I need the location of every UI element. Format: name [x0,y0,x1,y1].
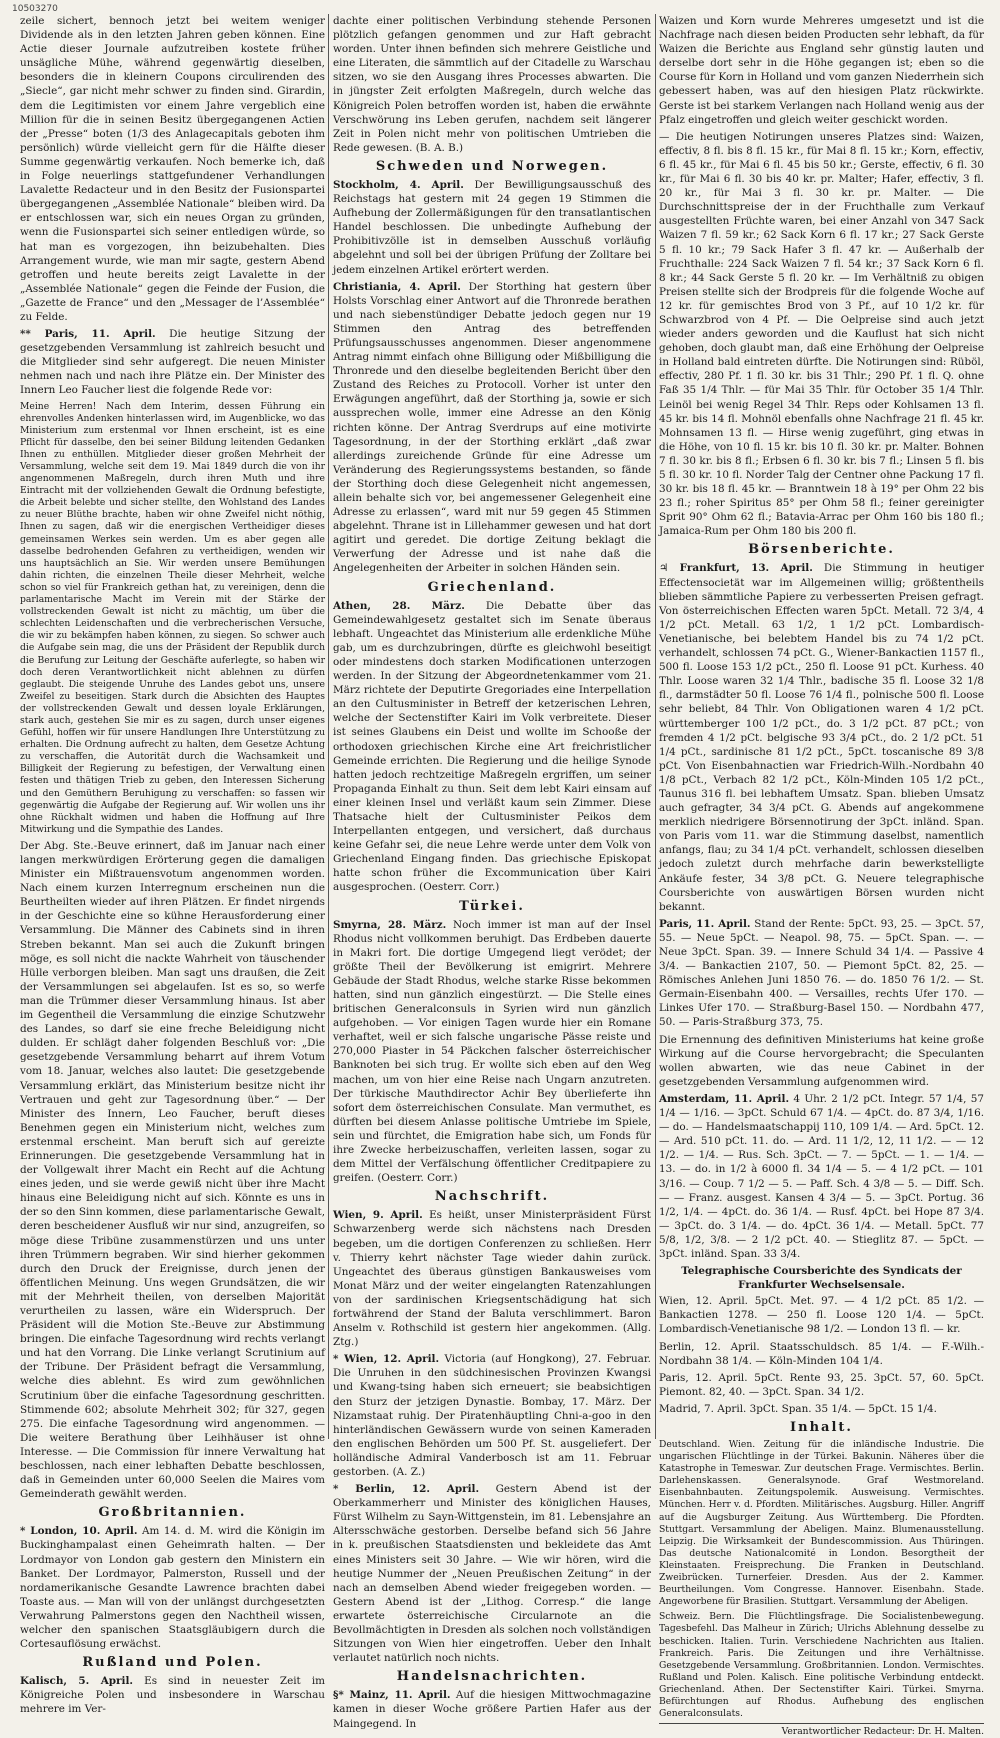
section-heading: Börsenberichte. [748,542,895,558]
paragraph: Smyrna, 28. März. Noch immer ist man auf der Insel Rhodus nicht vollkommen beruhigt. Das Erdbeben dauerte in Makri fort. Die dortige Umgegend liegt verödet; der größte Theil der Bevölkerung ist emigrirt. Mehrere Gebäude der Stadt Rhodus, welche starke Risse bekommen hatten, sind nun gänzlich eingestürzt. — Die Stelle eines britischen Generalconsuls in Syrien wird nun gänzlich aufgehoben. — Vor einigen Tagen wurde hier ein Romane verhaftet, weil er sich falsche ungarische Pässe reiste und 270,000 Piaster in 54 Päckchen falscher österreichischer Banknoten bei sich trug. Er wollte sich eben auf den Weg machen, um von hier eine Reise nach Ungarn anzutreten. Der türkische Mauthdirector Achir Bey überlieferte ihn sofort dem österreichischen Consulate. Man vermuthet, es dürften bei diesem Anlasse politische Umtriebe im Spiele, sein und fürchtet, die Emigration habe sich, um Fonds für ihre Zwecke herbeizuschaffen, verleiten lassen, sogar zu dem Mittel der Verfälschung öffentlicher Creditpapiere zu greifen. (Oesterr. Corr.) [333,918,651,1185]
section-heading: Handelsnachrichten. [396,1669,588,1685]
dateline: Amsterdam, 11. April. [659,1092,790,1105]
paragraph: * London, 10. April. Am 14. d. M. wird die Königin im Buckinghampalast einen Geheimrath halten. — Der Lordmayor von London gab gestern den Ministern ein Banket. Der Lordmayor, Palmerston, Russell und der nordamerikanische Gesandte Lawrence brachten dabei Toaste aus. — Man will von der unlängst durchgesetzten Verwahrung Palmerstons gegen den Nachtheil wissen, welcher den spanischen Staatsgläubigern durch die Cortesauflösung erwächst. [20,1525,325,1651]
paragraph: Berlin, 12. April. Staatsschuldsch. 85 1/4. — F.-Wilh.-Nordbahn 38 1/4. — Köln-Minden 104 1/4. [659,1340,984,1367]
section-heading: Türkei. [459,898,525,914]
dateline: Smyrna, 28. März. [333,918,447,931]
paragraph: — Die heutigen Notirungen unseres Platzes sind: Waizen, effectiv, 8 fl. bis 8 fl. 15 kr., für Mai 8 fl. 15 kr.; Korn, effectiv, 6 fl. 45 kr., für Mai 6 fl. 45 bis 50 kr.; Gerste, effectiv, 6 fl. 30 kr., für Mai 6 fl. 30 bis 40 kr. pr. Malter; Hafer, effectiv, 3 fl. 20 kr., für Mai 3 fl. 30 kr. pr. Malter. — Die Durchschnittspreise der in der Fruchthalle zum Verkauf ausgestellten Früchte waren, bei einer Anzahl von 347 Sack Waizen 7 fl. 59 kr.; 62 Sack Korn 6 fl. 17 kr.; 27 Sack Gerste 5 fl. 10 kr.; 79 Sack Hafer 3 fl. 47 kr. — Außerhalb der Fruchthalle: 224 Sack Waizen 7 fl. 54 kr.; 37 Sack Korn 6 fl. 8 kr.; 44 Sack Gerste 5 fl. 20 kr. — Im Verhältniß zu obigen Preisen stellte sich der Brodpreis für die folgende Woche auf 12 kr. für gemischtes Brod von 3 Pf., auf 10 1/2 kr. für Schwarzbrod von 4 Pf. — Die Oelpreise sind auch jetzt wieder anders geworden und die Kauflust hat sich nicht gehoben, doch glaubt man, daß eine Erhöhung der Oelpreise in Holland bald eintreten dürfte. Die Notirungen sind: Rüböl, effectiv, 280 Pf. 1 fl. 30 kr. bis 31 Thlr.; 290 Pf. 1 fl. Q. ohne Faß 35 1/4 Thlr. — für Mai 35 Thlr. für October 35 1/4 Thlr. Leinöl bei wenig Regel 34 Thlr. Reps oder Kohlsamen 13 fl. 45 kr. bis 14 fl. Mohnöl ebenfalls ohne Nachfrage 21 fl. 45 kr. Mohnsamen 13 fl. — Hirse wenig zugeführt, ging etwas in die Höhe, von 10 fl. 15 kr. bis 10 fl. 30 kr. pr. Malter. Bohnen 7 fl. 30 kr. bis 8 fl.; Erbsen 6 fl. 30 kr. bis 7 fl.; Linsen 5 fl. bis 5 fl. 30 kr. 10 fl. Norder Talg der Centner ohne Packung 17 fl. 30 kr. bis 18 fl. 45 kr. — Branntwein 18 à 19° per Ohm 22 bis 23 fl.; roher Spiritus 85° per Ohm 58 fl.; feiner gereinigter Sprit 90° Ohm 62 fl.; Batavia-Arrac per Ohm 160 bis 180 fl.; Jamaica-Rum per Ohm 180 bis 200 fl. [659,130,984,538]
section-heading: Rußland und Polen. [82,1655,263,1671]
paragraph: Waizen und Korn wurde Mehreres umgesetzt und ist die Nachfrage nach diesen beiden Producten sehr lebhaft, da für Waizen die Berichte aus England sehr günstig lauten und derselbe dort sehr in die Höhe gegangen ist; eben so die Course für Korn in Holland und vom ganzen Niederrhein sich gebessert haben, was auf den hiesigen Platz rückwirkte. Gerste ist bei starkem Verlangen nach Holland wenig aus der Pfalz eingetroffen und gleich weiter geschickt worden. [659,15,984,126]
paragraph: * Wien, 12. April. Victoria (auf Hongkong), 27. Februar. Die Unruhen in den südchinesischen Provinzen Kwangsi und Kwang-tsing haben sich erneuert; sie beabsichtigen den Sturz der jetzigen Dynastie. Bombay, 17. März. Der Nizamstaat ruhig. Der Piratenhäuptling Chni-a-goo in den hinterländischen Gewässern wurde von seinen Kameraden den englischen Behörden um 500 Pf. St. ausgeliefert. Der holländische Admiral Vanderbosch ist am 11. Februar gestorben. (A. Z.) [333,1353,651,1478]
paragraph: * Berlin, 12. April. Gestern Abend ist der Oberkammerherr und Minister des königlichen Hauses, Fürst Wilhelm zu Sayn-Wittgenstein, im 81. Lebensjahre an Altersschwäche gestorben. Derselbe befand sich 56 Jahre in k. preußischen Staatsdiensten und bekleidete das Amt eines Ministers seit 30 Jahre. — Wie wir hören, wird die heutige Nummer der „Neuen Preußischen Zeitung“ in der nach an demselben Abend wieder freigegeben worden. — Gestern Abend ist der „Lithog. Corresp.“ die lange erwartete österreichische Circularnote an die Bevollmächtigten in Dresden als solchen noch vollständigen Sitzungen von Wien hier eingetroffen. Ueber den Inhalt verlautet natürlich noch nichts. [333,1483,651,1665]
subsection-heading: Telegraphische Coursberichte des Syndicats der Frankfurter Wechselsensale. [681,1265,962,1292]
section-heading: Großbritannien. [98,1505,247,1521]
dateline: §* Mainz, 11. April. [333,1689,451,1702]
paragraph: §* Mainz, 11. April. Auf die hiesigen Mittwochmagazine kamen in dieser Woche größere Partien Hafer aus der Maingegend. In [333,1689,651,1730]
dateline: ♃ Frankfurt, 13. April. [659,562,813,575]
dateline: Paris, 11. April. [659,917,751,930]
dateline: Christiania, 4. April. [333,280,461,293]
dateline: Stockholm, 4. April. [333,178,464,191]
column-divider [328,14,329,1439]
section-heading: Nachschrift. [434,1189,550,1205]
paragraph: Paris, 12. April. 5pCt. Rente 93, 25. 3pCt. 57, 60. 5pCt. Piemont. 82, 40. — 3pCt. Span. 34 1/2. [659,1371,984,1398]
contents-text: Schweiz. Bern. Die Flüchtlingsfrage. Die Socialistenbewegung. Tagesbefehl. Das Malheur in Zürich; Ulrichs Ablehnung desselbe zu beschicken. Italien. Turin. Verschiedene Nachrichten aus Italien. Frankreich. Paris. Die Zeitungen und ihre Verhältnisse. Gesetzgebende Versammlung. Großbritannien. London. Vermischtes. Rußland und Polen. Kalisch. Eine politische Verbindung entdeckt. Griechenland. Athen. Der Sectenstifter Kairi. Türkei. Smyrna. Befürchtungen auf Rhodus. Aufhebung des englischen Generalconsulats. [659,1611,984,1720]
dateline: * Wien, 12. April. [333,1353,440,1366]
section-heading: Inhalt. [790,1420,853,1435]
paragraph: Wien, 9. April. Es heißt, unser Ministerpräsident Fürst Schwarzenberg werde sich nächstens nach Dresden begeben, um die dortigen Conferenzen zu schließen. Herr v. Thierry kehrt nächster Tage wieder dahin zurück. Ungeachtet des überaus günstigen Bankausweises vom Monat März und der weiter eingelangten Ratenzahlungen von der sardinischen Kriegsentschädigung hat sich fortwährend der Stand der Baluta verschlimmert. Baron Anselm v. Rothschild ist gestern hier angekommen. (Allg. Ztg.) [333,1209,651,1349]
column-3 [659,14,985,1738]
column-divider [655,14,656,1439]
paragraph: Paris, 11. April. Stand der Rente: 5pCt. 93, 25. — 3pCt. 57, 55. — Neue 5pCt. — Neapol. 98, 75. — 5pCt. Span. —. — Neue 3pCt. Span. 39. — Innere Schuld 34 1/4. — Passive 4 3/4. — Bankactien 2107, 50. — Piemont 5pCt. 82, 25. — Römisches Anlehen Juni 1850 76. — do. 1850 76 1/2. — St. Germain-Eisenbahn 400. — Versailles, rechts Ufer 170. — Linkes Ufer 170. — Straßburg-Basel 150. — Nordbahn 477, 50. — Paris-Straßburg 373, 75. [659,917,985,1029]
column-1 [20,14,326,1716]
paragraph: Die Ernennung des definitiven Ministeriums hat keine große Wirkung auf die Course hervorgebracht; die Speculanten wollen abwarten, wie das neue Cabinet in der gesetzgebenden Versammlung aufgenommen wird. [659,1033,984,1088]
contents-text: Deutschland. Wien. Zeitung für die inländische Industrie. Die ungarischen Flüchtlinge in der Türkei. Bakunin. Näheres über die Katastrophe in Temeswar. Zur deutschen Frage. Vermischtes. Berlin. Darlehenskassen. Generalsynode. Graf Westmoreland. Eisenbahnbauten. Zeitungspolemik. Ausweisung. Vermischtes. München. Herr v. d. Pfordten. Militärisches. Augsburg. Hiller. Angriff auf die Augsburger Zeitung. Aus Württemberg. Die Pfordten. Stuttgart. Versammlung der Abeligen. Mainz. Blumenausstellung. Leipzig. Die Wirksamkeit der Bundescommission. Aus Thüringen. Das deutsche Nationalcomité in London. Besorgtheit der Kleinstaaten. Freisprechung. Die Franken in Deutschland. Zweibrücken. Turnerfeier. Dresden. Aus der 2. Kammer. Beurtheilungen. Vom Congresse. Hannover. Eisenbahn. Stade. Angeworbene für Brasilien. Stuttgart. Versammlung der Abeligen. [659,1439,984,1608]
paragraph: Christiania, 4. April. Der Storthing hat gestern über Holsts Vorschlag einer Antwort auf die Thronrede berathen und nach siebenstündiger Debatte jedoch gegen nur 19 Stimmen den Antrag des betreffenden Prüfungsausschusses angenommen. Dieser angenommene Antrag nimmt einfach ohne Billigung oder Mißbilligung die Thronrede und den dieselbe begleitenden Bericht über den Zustand des Reiches zu Protocoll. Vorher ist unter den Erwägungen angeführt, daß der Storthing ja, sowie er sich aussprechen wolle, immer eine Adresse an den König richten könne. Der Antrag Sverdrups auf eine motivirte Tagesordnung, in der der Storthing erklärt „daß zwar allerdings zureichende Gründe für eine Adresse um Veränderung des Regierungssystems bestanden, so fände der Storthing doch diese Gelegenheit nicht angemessen, allein behalte sich vor, bei angemessener Gelegenheit eine Adresse zu erlassen“, ward mit nur 59 gegen 45 Stimmen abgelehnt. Thrane ist in Lillehammer gewesen und hat dort agitirt und geredet. Die dortige Zeitung beklagt die Verwerfung der Adresse und ist nahe daß die Angelegenheiten der Arbeiter in solchen Händen sein. [333,280,651,575]
editor-line: Verantwortlicher Redacteur: Dr. H. Malten. [659,1723,984,1738]
dateline: Wien, 9. April. [333,1209,423,1222]
paragraph: ** Paris, 11. April. Die heutige Sitzung der gesetzgebenden Versammlung ist zahlreich besucht und die Mitglieder sind sehr aufgeregt. Die neuen Minister nehmen nach und nach ihre Plätze ein. Der Minister des Innern Leo Faucher liest die folgende Rede vor: [20,328,325,397]
dateline: Kalisch, 5. April. [20,1675,134,1688]
paragraph: Athen, 28. März. Die Debatte über das Gemeindewahlgesetz gestaltet sich im Senate überaus lebhaft. Ungeachtet das Ministerium alle erdenkliche Mühe gab, um es durchzubringen, dürfte es gleichwohl beseitigt oder mindestens doch starken Modificationen unterzogen werden. In der Sitzung der Abgeordnetenkammer vom 21. März richtete der Deputirte Gregoriades eine Interpellation an den Cultusminister in Betreff der ketzerischen Lehren, welche der Sectenstifter Kairi im Volk verbreitete. Dieser ist seines Glaubens ein Deist und wollte im Schooße der orthodoxen griechischen Kirche eine Art freichristlicher Gemeinde errichten. Die Regierung und die heilige Synode hatten jedoch rechtzeitige Maßregeln ergriffen, um seiner Propaganda Einhalt zu thun. Seit dem lebt Kairi einsam auf einer kleinen Insel und verläßt kaum sein Zimmer. Diese Thatsache hielt der Cultusminister Peikos dem Interpellanten entgegen, und versichert, daß durchaus keine Gefahr sei, die neue Lehre werde unter dem Volk von Griechenland Eingang finden. Das griechische Episkopat hatte schon früher die Excommunication über Kairi ausgesprochen. (Oesterr. Corr.) [333,599,651,894]
dateline: * Berlin, 12. April. [333,1483,480,1496]
paragraph: dachte einer politischen Verbindung stehende Personen plötzlich gefangen genommen und zur Haft gebracht worden. Unter ihnen befinden sich mehrere Geistliche und eine Literaten, die sämmtlich auf der Citadelle zu Warschau sitzen, wo sie den Ausgang ihres Processes abwarten. Die in jüngster Zeit erfolgten Maßregeln, durch welche das Königreich Polen betroffen worden ist, haben die erwähnte Verschwörung ins Leben gerufen, nachdem seit längerer Zeit in Polen nicht mehr von politischen Umtrieben die Rede gewesen. (B. A. B.) [333,15,651,154]
dateline: ** Paris, 11. April. [20,328,156,341]
page-id: 10503270 [12,4,58,14]
column-2 [333,14,651,1730]
paragraph: Kalisch, 5. April. Es sind in neuester Zeit im Königreiche Polen und insbesondere in Warschau mehrere im Ver- [20,1675,326,1716]
speech-text: Meine Herren! Nach dem Interim, dessen Führung ein ehrenvolles Andenken hinterlassen wird, im Augenblicke, wo das Ministerium zum erstenmal vor Ihnen erscheint, ist es eine Pflicht für dasselbe, den bei seiner Bildung leitenden Gedanken Ihnen zu enthüllen. Mitglieder dieser großen Mehrheit der Versammlung, welche seit dem 19. Mai 1849 durch die von ihr angenommenen Maßregeln, durch ihren Muth und ihre Eintracht mit der vollziehenden Gewalt die Ordnung befestigte, die Arbeit belebte und sicher stellte, den Wohlstand des Landes zu neuer Blüthe brachte, haben wir ohne Zweifel nicht nöthig, Ihnen zu sagen, daß wir die energischen Vertheidiger dieses gemeinsamen Werkes sein werden. Um es aber gegen alle dasselbe bedrohenden Gefahren zu vertheidigen, wenden wir uns hauptsächlich an Sie. Wir werden unsere Bemühungen dahin richten, die einzelnen Theile dieser Mehrheit, welche schon so viel für Frankreich gethan hat, zu vereinigen, denn die parlamentarische Macht im Verein mit der Stärke der vollstreckenden Gewalt ist nicht zu mächtig, um über die schlechten Leidenschaften und die verbrecherischen Versuche, die wir zu bekämpfen haben können, zu siegen. So schwer auch die Aufgabe sein mag, die uns der Präsident der Republik durch die Berufung zur Leitung der Geschäfte auferlegte, so haben wir doch deren Verantwortlichkeit nicht ablehnen zu dürfen geglaubt. Die steigende Unruhe des Landes gebot uns, unsere Zweifel zu beseitigen. Stark durch die Absichten des Hauptes der vollstreckenden Gewalt und dessen loyale Erklärungen, stark auch, gestehen Sie mir es zu sagen, durch unser eigenes Gefühl, hoffen wir für unsere Handlungen Ihre Unterstützung zu erhalten. Die Ordnung aufrecht zu halten, dem Gesetze Achtung zu verschaffen, die Autorität durch die Wachsamkeit und Billigkeit der Regierung zu befestigen, der Verwaltung einen festen und thätigen Trieb zu geben, den Interessen Sicherung und den Gemüthern Beruhigung zu verschaffen: so fassen wir gegenwärtig die Aufgabe der Regierung auf. Wir wollen uns ihr ohne Rückhalt widmen und haben die Hoffnung auf Ihre Mitwirkung und die Sympathie des Landes. [20,400,325,835]
section-heading: Schweden und Norwegen. [375,158,609,174]
paragraph: zeile sichert, bennoch jetzt bei weitem weniger Dividende als in den letzten Jahren geben können. Eine Actie dieser Journale aufzutreiben kostete früher unsägliche Mühe, während gegenwärtig dieselben, besonders die in kleinern Coupons circulirenden des „Siecle“, gar nicht mehr schwer zu finden sind. Girardin, dem die Legitimisten vor einem Jahre vergeblich eine Million für die in seinen Besitz übergegangenen Actien der „Presse“ boten (1/3 des Anlagecapitals geboten ihm persönlich) würde vielleicht gern für die Hälfte dieser Summe gegenwärtig verkaufen. Noch bemerke ich, daß in Folge neuerlings stattgefundener Verhandlungen Lavalette Redacteur und in den Besitz der Fusionspartei übergegangenen „Assemblée Nationale“ bleiben wird. Da er entschlossen war, sich ein neues Organ zu gründen, wenn die Fusionspartei sich seiner entledigen würde, so hat man es vorgezogen, ihn beizubehalten. Dies Arrangement wurde, wie man mir sagte, gestern Abend getroffen und heute bereits zeigt Lavalette in der „Assemblée Nationale“ gegen die Feinde der Fusion, die „Gazette de France“ und den „Messager de l’Assemblée“ zu Felde. [20,15,325,323]
paragraph: Amsterdam, 11. April. 4 Uhr. 2 1/2 pCt. Integr. 57 1/4, 57 1/4 — 1/16. — 3pCt. Schuld 67 1/4. — 4pCt. do. 87 3/4, 1/16. — do. — Handelsmaatschappij 110, 109 1/4. — Ard. 5pCt. 12. — Ard. 510 pCt. 11. do. — Ard. 11 1/2, 12, 11 1/2. — — 12 1/2. — 1/4. — Rus. Sch. 3pCt. — 7. — 5pCt. — 1. — 1/4. — 13. — do. in 1/2 à 6000 fl. 34 1/4 — 5. — 4 1/2 pCt. — 101 3/16. — Coup. 7 1/2 — 5. — Paff. Sch. 4 3/8 — 5. — Diff. Sch. — — Franz. ausgest. Kansen 4 3/4 — 5. — 3pCt. Portug. 36 1/2, 1/4. — 4pCt. do. 36 1/4. — Rusf. 4pCt. bei Hope 87 3/4. — 3pCt. do. 3 1/4. — do. 4pCt. 36 1/4. — Metall. 5pCt. 77 5/8, 1/2, 3/8. — 2 1/2 pCt. 40. — Stieglitz 87. — 5pCt. — 3pCt. inländ. Span. 33 3/4. [659,1092,984,1260]
paragraph: Der Abg. Ste.-Beuve erinnert, daß im Januar nach einer langen merkwürdigen Erörterung gegen die damaligen Minister ein Mißtrauensvotum angenommen worden. Nach einem kurzen Interregnum erscheinen nun die Beurtheilten wieder auf ihren Plätzen. Er findet nirgends in der Geschichte eine so kühne Herausforderung einer Versammlung. Die Männer des Cabinets sind in ihren Streben bekannt. Man sei auch die Zukunft bringen möge, es soll nicht die nackte Wahrheit von täuschender Hülle verborgen bleiben. Man sagt uns draußen, die Zeit der Versammlungen sei abgelaufen. Ist es so, so werfe man die Trümmer dieser Versammlung hinaus. Ist aber im Gegentheil die Versammlung die einzige Schutzwehr des Landes, so darf sie eine freche Beleidigung nicht dulden. Er schlägt daher folgenden Beschluß vor: „Die gesetzgebende Versammlung beharrt auf ihrem Votum vom 18. Januar, welches also lautet: Die gesetzgebende Versammlung erklärt, das Ministerium besitze nicht ihr Vertrauen und geht zur Tagesordnung über.“ — Der Minister des Innern, Leo Faucher, beruft dieses Benehmen gegen ein Ministerium nicht, welches zum erstenmal erscheint. Man beruft sich auf gereizte Erinnerungen. Die gesetzgebende Versammlung hat in der Vollgewalt ihrer Macht ein Recht auf die Achtung eines jeden, und sie werde gewiß nicht über ihre Macht hinaus eine Beleidigung nicht auf sich. Könnte es uns in der so den Sinn kommen, diese parlamentarische Gewalt, deren bescheidener Ausfluß wir nur sind, anzugreifen, so möge diese Tribüne zusammenstürzen und uns unter ihren Trümmern begraben. Wir sind hierher gekommen durch den Druck der Ereignisse, durch jenen der öffentlichen Meinung. Uns wegen Grundsätzen, die wir mit der Mehrheit theilen, von derselben Majorität verurtheilen zu lassen, wäre ein Widerspruch. Der Präsident will die Motion Ste.-Beuve zur Abstimmung bringen. Die einfache Tagesordnung wird rechts verlangt und hat den Vorrang. Die Linke verlangt Scrutinium auf der Tribune. Der Präsident befragt die Versammlung, welche dies ablehnt. Es wird zum gewöhnlichen Scrutinium über die einfache Tagesordnung geschritten. Stimmende 602; absolute Mehrheit 302; für 327, gegen 275. Die einfache Tagesordnung wird angenommen. — Die weitere Berathung über Leihhäuser ist ohne Interesse. — Die Commission für innere Verwaltung hat beschlossen, nach einer lebhaften Debatte beschlossen, daß in Gemeinden unter 60,000 Seelen die Maires vom Gemeinderath gewählt werden. [20,839,325,1501]
paragraph: Wien, 12. April. 5pCt. Met. 97. — 4 1/2 pCt. 85 1/2. — Bankactien 1278. — 250 fl. Loose 120 1/4. — 5pCt. Lombardisch-Venetianische 98 1/2. — London 13 fl. — kr. [659,1295,984,1336]
paragraph: Stockholm, 4. April. Der Bewilligungsausschuß des Reichstags hat gestern mit 24 gegen 19 Stimmen die Aufhebung der Zollermäßigungen für den transatlantischen Handel beschlossen. Die unbedingte Aufhebung der Prohibitivzölle ist in demselben Ausschuß vorläufig abgelehnt und soll bei der übrigen Prüfung der Zolltare bei jedem einzelnen Artikel erörtert werden. [333,178,651,276]
paragraph: ♃ Frankfurt, 13. April. Die Stimmung in heutiger Effectensocietät war im Allgemeinen willig; größtentheils blieben sämmtliche Papiere zu verbesserten Preisen gefragt. Von österreichischen Effecten waren 5pCt. Metall. 72 3/4, 4 1/2 pCt. Metall. 63 1/2, 1 1/2 pCt. Lombardisch-Venetianische, bei belebtem Handel bis zu 74 1/2 pCt. verhandelt, schlossen 74 pCt. G., Wiener-Bankactien 1157 fl., 500 fl. Loose 153 1/2 pCt., 250 fl. Loose 91 pCt. Kurhess. 40 Thlr. Loose waren 32 1/4 Thlr., badische 35 fl. Loose 32 1/8 fl., darmstädter 50 fl. Loose 76 1/4 fl., polnische 500 fl. Loose sehr beliebt, 84 Thlr. Von Obligationen waren 4 1/2 pCt. württemberger 100 1/2 pCt., do. 3 1/2 pCt. 87 pCt.; von fremden 4 1/2 pCt. belgische 93 3/4 pCt., do. 2 1/2 pCt. 51 1/4 pCt., sardinische 81 1/2 pCt., 5pCt. toscanische 89 3/8 pCt. Von Eisenbahnactien war Friedrich-Wilh.-Nordbahn 40 1/8 pCt., Verbach 82 1/2 pCt., Köln-Minden 105 1/2 pCt., Taunus 316 fl. bei lebhaftem Umsatz. Span. blieben Umsatz auch gefragter, 34 3/4 pCt. G. Abends auf angekommene merklich niedrigere Börsennotirung der 3pCt. inländ. Span. von Paris vom 11. war die Stimmung daselbst, namentlich anfangs, flau; zu 34 1/4 pCt. verhandelt, schlossen dieselben jedoch zuletzt durch mehrfache darin bewerkstelligte Ankäufe fester, 34 3/8 pCt. G. Neuere telegraphische Coursberichte von auswärtigen Börsen wurden nicht bekannt. [659,562,984,913]
dateline: * London, 10. April. [20,1525,138,1538]
section-heading: Griechenland. [427,579,557,595]
dateline: Athen, 28. März. [333,599,465,612]
paragraph: Madrid, 7. April. 3pCt. Span. 35 1/4. — 5pCt. 15 1/4. [659,1402,937,1415]
